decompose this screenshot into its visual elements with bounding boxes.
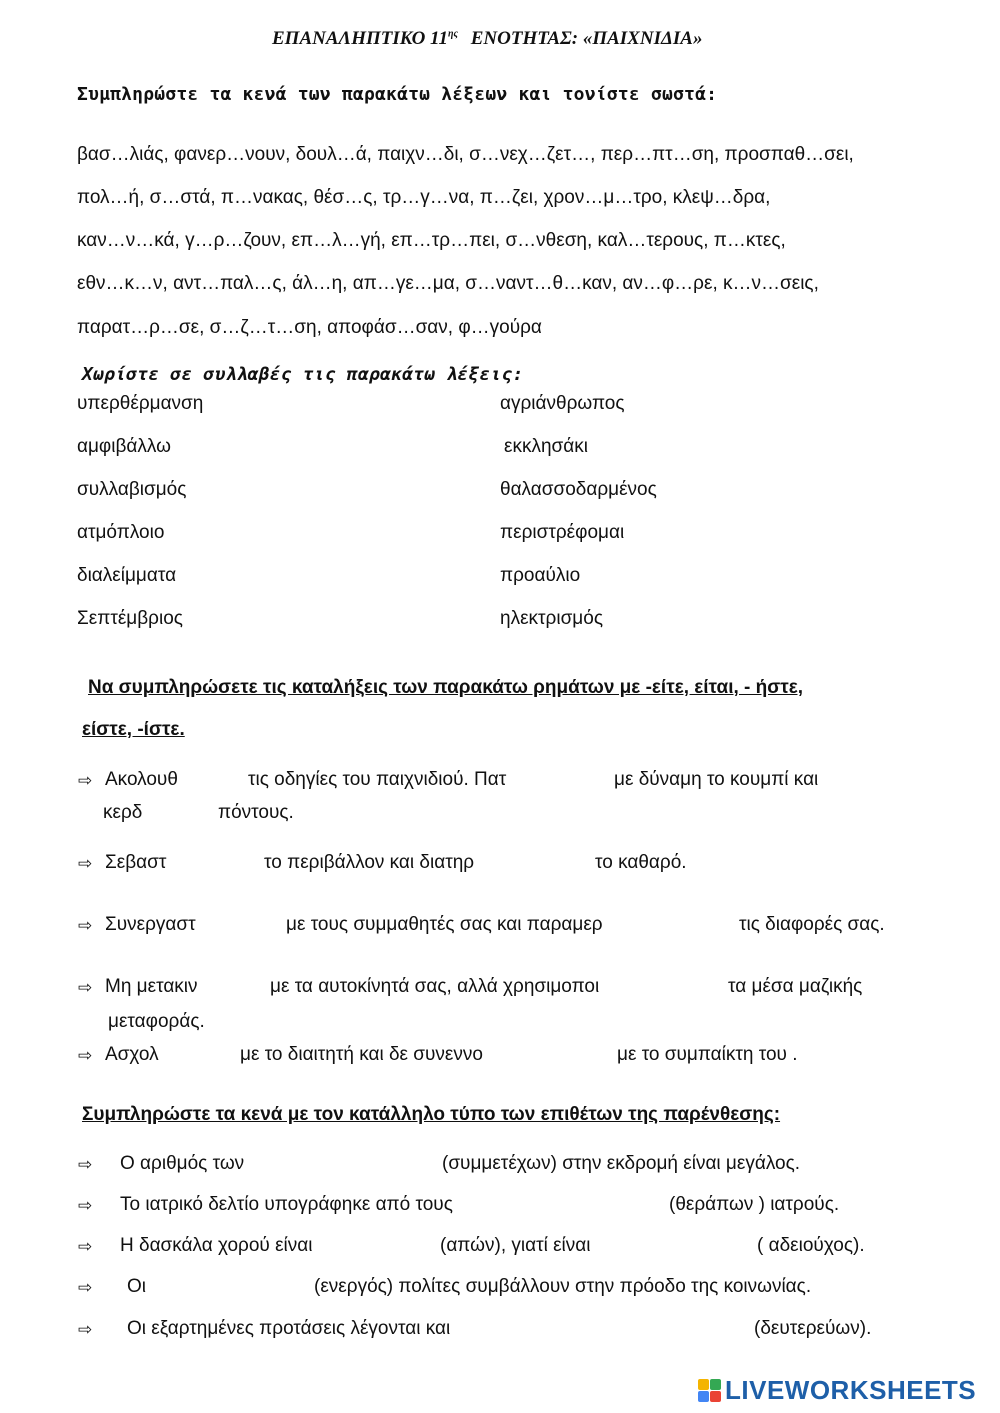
section1-line-2: πολ…ή, σ…στά, π…νακας, θέσ…ς, τρ…γ…να, π…ζει, χρον…μ…τρο, κλεψ…δρα, [77,187,771,208]
adjective-text: Ο αριθμός των [120,1153,245,1174]
verb-text: το καθαρό. [595,852,687,873]
adjective-text: (συμμετέχων) στην εκδρομή είναι μεγάλος. [442,1153,801,1174]
arrow-icon: ⇨ [78,1196,93,1216]
verb-text: με το συμπαίκτη του . [617,1044,798,1065]
syllable-word-right-4: περιστρέφομαι [500,522,625,543]
verb-text: με τα αυτοκίνητά σας, αλλά χρησιμοποι [270,976,600,997]
adjective-text: Η δασκάλα χορού είναι [120,1235,313,1256]
section3-heading-line2: είστε, -ίστε. [82,719,185,740]
arrow-icon: ⇨ [78,978,93,998]
adjective-text: (δευτερεύων). [754,1318,872,1339]
adjective-text: (απών), γιατί είναι [440,1235,591,1256]
logo-square-green [710,1379,721,1390]
logo-square-red [710,1391,721,1402]
syllable-word-right-3: θαλασσοδαρμένος [500,479,657,500]
verb-stem: κερδ [103,802,143,823]
section1-line-5: παρατ…ρ…σε, σ…ζ…τ…ση, αποφάσ…σαν, φ…γούρα [77,317,542,338]
arrow-icon: ⇨ [78,916,93,936]
title-sup: ης [448,28,458,40]
verb-stem: Ασχολ [105,1044,159,1065]
adjective-text: (θεράπων ) ιατρούς. [669,1194,840,1215]
syllable-word-right-5: προαύλιο [500,565,581,586]
section1-heading: Συμπληρώστε τα κενά των παρακάτω λέξεων και τονίστε σωστά: [77,84,718,105]
adjective-text: Το ιατρικό δελτίο υπογράφηκε από τους [120,1194,453,1215]
verb-stem: Συνεργαστ [105,914,196,935]
title-rest: ΕΝΟΤΗΤΑΣ: «ΠΑΙΧΝΙΔΙΑ» [470,28,703,49]
verb-text: με το διαιτητή και δε συνεννο [240,1044,483,1065]
adjective-text: Οι εξαρτημένες προτάσεις λέγονται και [127,1318,451,1339]
section1-line-4: εθν…κ…ν, αντ…παλ…ς, άλ…η, απ…γε…μα, σ…ναντ…θ…καν, αν…φ…ρε, κ…ν…σεις, [77,273,819,294]
syllable-word-left-1: υπερθέρμανση [77,393,204,414]
syllable-word-right-2: εκκλησάκι [504,436,588,457]
section2-heading: Χωρίστε σε συλλαβές τις παρακάτω λέξεις: [82,364,524,385]
arrow-icon: ⇨ [78,854,93,874]
verb-text: τα μέσα μαζικής [728,976,863,997]
adjective-text: ( αδειούχος). [757,1235,865,1256]
liveworksheets-logo-icon [698,1379,721,1402]
liveworksheets-logo-text: LIVEWORKSHEETS [725,1375,977,1405]
verb-text: πόντους. [218,802,294,823]
logo-square-yellow [698,1379,709,1390]
syllable-word-right-6: ηλεκτρισμός [500,608,603,629]
arrow-icon: ⇨ [78,1155,93,1175]
arrow-icon: ⇨ [78,1046,93,1066]
verb-text: με τους συμμαθητές σας και παραμερ [286,914,603,935]
verb-text: μεταφοράς. [108,1011,205,1032]
arrow-icon: ⇨ [78,1278,93,1298]
verb-text: με δύναμη το κουμπί και [614,769,819,790]
syllable-word-left-3: συλλαβισμός [77,479,187,500]
verb-text: το περιβάλλον και διατηρ [264,852,475,873]
arrow-icon: ⇨ [78,1237,93,1257]
adjective-text: (ενεργός) πολίτες συμβάλλουν στην πρόοδο της κοινωνίας. [314,1276,812,1297]
logo-square-blue [698,1391,709,1402]
arrow-icon: ⇨ [78,771,93,791]
section4-heading: Συμπληρώστε τα κενά με τον κατάλληλο τύπο των επιθέτων της παρένθεσης: [82,1104,781,1125]
verb-stem: Μη μετακιν [105,976,198,997]
section3-heading-line1: Να συμπληρώσετε τις καταλήξεις των παρακάτω ρημάτων με -είτε, είται, - ήστε, [88,677,804,698]
verb-stem: Ακολουθ [105,769,178,790]
liveworksheets-logo [698,1375,976,1406]
verb-text: τις οδηγίες του παιχνιδιού. Πατ [248,769,507,790]
adjective-text: Οι [127,1276,146,1297]
section1-line-1: βασ…λιάς, φανερ…νουν, δουλ…ά, παιχν…δι, σ…νεχ…ζετ…, περ…πτ…ση, προσπαθ…σει, [77,144,854,165]
syllable-word-left-5: διαλείμματα [77,565,177,586]
title-main: ΕΠΑΝΑΛΗΠΤΙΚΟ 11 [272,28,449,49]
worksheet-title [272,28,702,50]
verb-stem: Σεβαστ [105,852,167,873]
arrow-icon: ⇨ [78,1320,93,1340]
syllable-word-left-6: Σεπτέμβριος [77,608,183,629]
section1-line-3: καν…ν…κά, γ…ρ…ζουν, επ…λ…γή, επ…τρ…πει, σ…νθεση, καλ…τερους, π…κτες, [77,230,786,251]
syllable-word-right-1: αγριάνθρωπος [500,393,625,414]
syllable-word-left-4: ατμόπλοιο [77,522,165,543]
syllable-word-left-2: αμφιβάλλω [77,436,171,457]
verb-text: τις διαφορές σας. [739,914,885,935]
